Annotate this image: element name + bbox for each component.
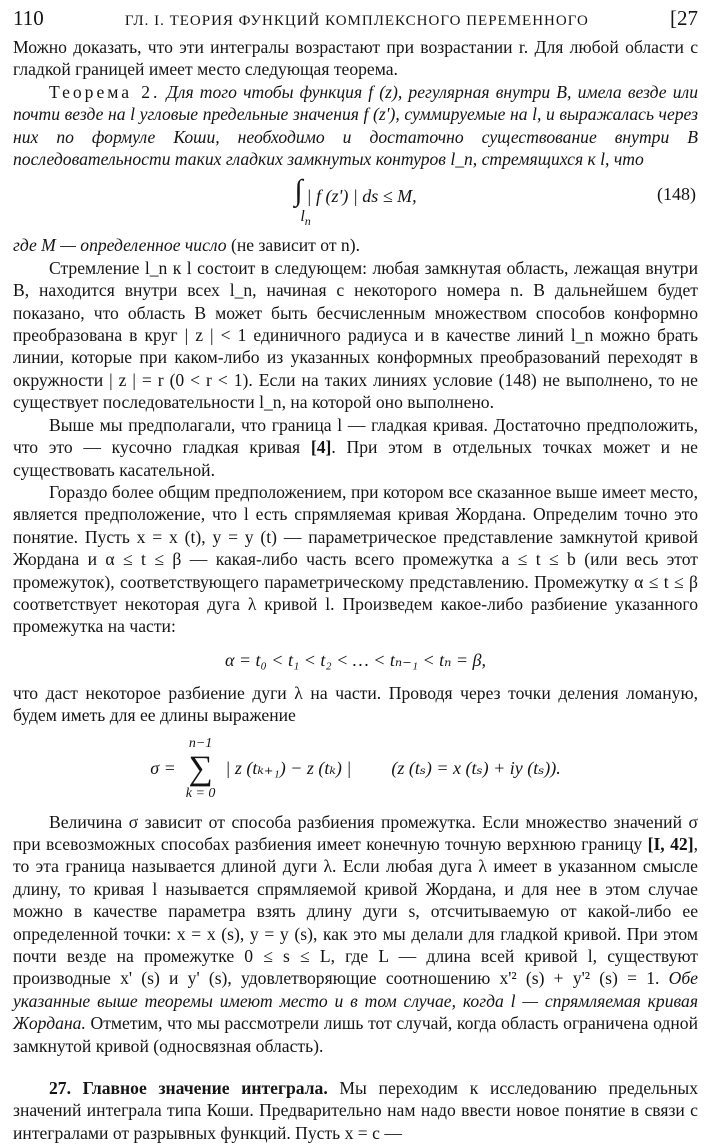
equation-number-148: (148) [657,184,696,205]
theorem-text: Для того чтобы функция f (z), регулярная внутри B, имела везде или почти везде на l угловые предельные значения f (z'), суммируемые на l, и выражалась через них по формуле Коши, необходимо и достаточно существование внутри B последовательности таких гладких замкнутых контуров l_n, стремящихся к l, что [13,81,698,170]
section-27-heading: 27. Главное значение интеграла. [49,1078,328,1099]
sum-lower-limit: k = 0 [185,785,216,801]
integral-sign: ∫ $l_n$ [294,176,302,206]
after148-normal: (не зависит от n). [226,235,360,256]
paragraph-convergence: Стремление l_n к l состоит в следующем: любая замкнутая область, лежащая внутри B, находится внутри всех l_n, начиная с некоторого номера n. В дальнейшем будет показано, что область B может быть бесчисленным множеством способов конформно преобразована в круг | z | < 1 единичного радиуса и в качестве линий l_n можно брать линии, которые при каком-либо из указанных конформных преобразований переходят в окружности | z | = r (0 < r < 1). Если на таких линиях условие (148) не выполнено, то не существует последовательности l_n, на которой оно выполнено. [13,257,698,413]
citation-4: [4] [310,437,332,458]
running-title: ГЛ. I. ТЕОРИЯ ФУНКЦИЙ КОМПЛЕКСНОГО ПЕРЕМЕННОГО [124,13,589,29]
theorem-label: Теорема 2. [49,81,161,102]
sum-lhs: σ = [150,758,176,779]
formula-partition: α = t₀ < t₁ < t₂ < … < tₙ₋₁ < tₙ = β, [224,649,487,670]
paragraph-after-148 [13,234,698,256]
paragraph-arc-length: Величина σ зависит от способа разбиения промежутка. Если множество значений σ при всевозможных способах разбиения имеет конечную точную верхнюю границу [I, 42], то эта граница называется длиной дуги λ. Если любая дуга λ имеет в указанном смысле длину, то кривая l называется спрямляемой кривой Жордана, и для нее в этом случае можно в качестве параметра взять длину дуги s, отсчитываемую от какой-либо ее определенной точки: x = x (s), y = y (s), как это мы делали для гладкой кривой. При этом почти везде на промежутке 0 ≤ s ≤ L, где L — длина всей кривой l, существуют производные x' (s) и y' (s), удовлетворяющие соотношению x'² (s) + y'² (s) = 1. Обе указанные выше теоремы имеют место и в том случае, когда l — спрямляемая кривая Жордана. Отметим, что мы рассмотрели лишь тот случай, когда область ограничена одной замкнутой кривой (односвязная область). [13,811,698,1056]
section-marker: [27 [669,6,698,30]
paragraph-intro: Можно доказать, что эти интегралы возрастают при возрастании r. Для любой области с гладкой границей имеет место следующая теорема. [13,37,698,80]
citation-I-42: [I, 42] [647,833,694,854]
sum-upper-limit: n−1 [188,735,213,751]
paragraph-jordan: Гораздо более общим предположением, при котором все сказанное выше имеет место, является предположение, что l есть спрямляемая кривая Жордана. Определим точно это понятие. Пусть x = x (t), y = y (t) — параметрическое представление замкнутой кривой Жордана и α ≤ t ≤ β — какая-либо часть всего промежутка a ≤ t ≤ b (или весь этот промежуток), соответствующего параметрическому представлению. Промежутку α ≤ t ≤ β соответствует некоторая дуга λ кривой l. Произведем какое-либо разбиение указанного промежутка на части: [13,481,698,637]
section-27 [13,1077,698,1144]
section-27-text: Мы переходим к исследованию предельных значений интеграла типа Коши. Предварительно нам надо ввести новое понятие в связи с интегралами от разрывных функций. Пусть x = c — [13,1078,698,1143]
theorem-2 [13,81,698,171]
theorem-remark: Обе указанные выше теоремы имеют место и в том случае, когда l — спрямляемая кривая Жордана. [13,968,698,1034]
sum-body: | z (tₖ₊₁) − z (tₖ) | [225,758,352,779]
page-number: 110 [13,6,44,30]
paragraph-smooth: Выше мы предполагали, что граница l — гладкая кривая. Достаточно предположить, что это — кусочно гладкая кривая [4]. При этом в отдельных точках может и не существовать касательной. [13,414,698,480]
page [13,6,698,1144]
formula-148 [13,170,698,234]
integral-lower-limit: $l_n$ [300,208,311,229]
sum-definition: (z (tₛ) = x (tₛ) + iy (tₛ)). [391,758,561,779]
page-header [13,6,698,36]
formula-sum [13,727,698,811]
paragraph-polyline: что даст некоторое разбиение дуги λ на части. Проводя через точки деления ломаную, будем иметь для ее длины выражение [13,682,698,726]
formula-148-body: | f (z') | ds ≤ M, [306,186,417,207]
sigma-symbol: n−1 ∑ k = 0 [185,735,216,801]
after148-italic: где M — определенное число [13,235,227,256]
